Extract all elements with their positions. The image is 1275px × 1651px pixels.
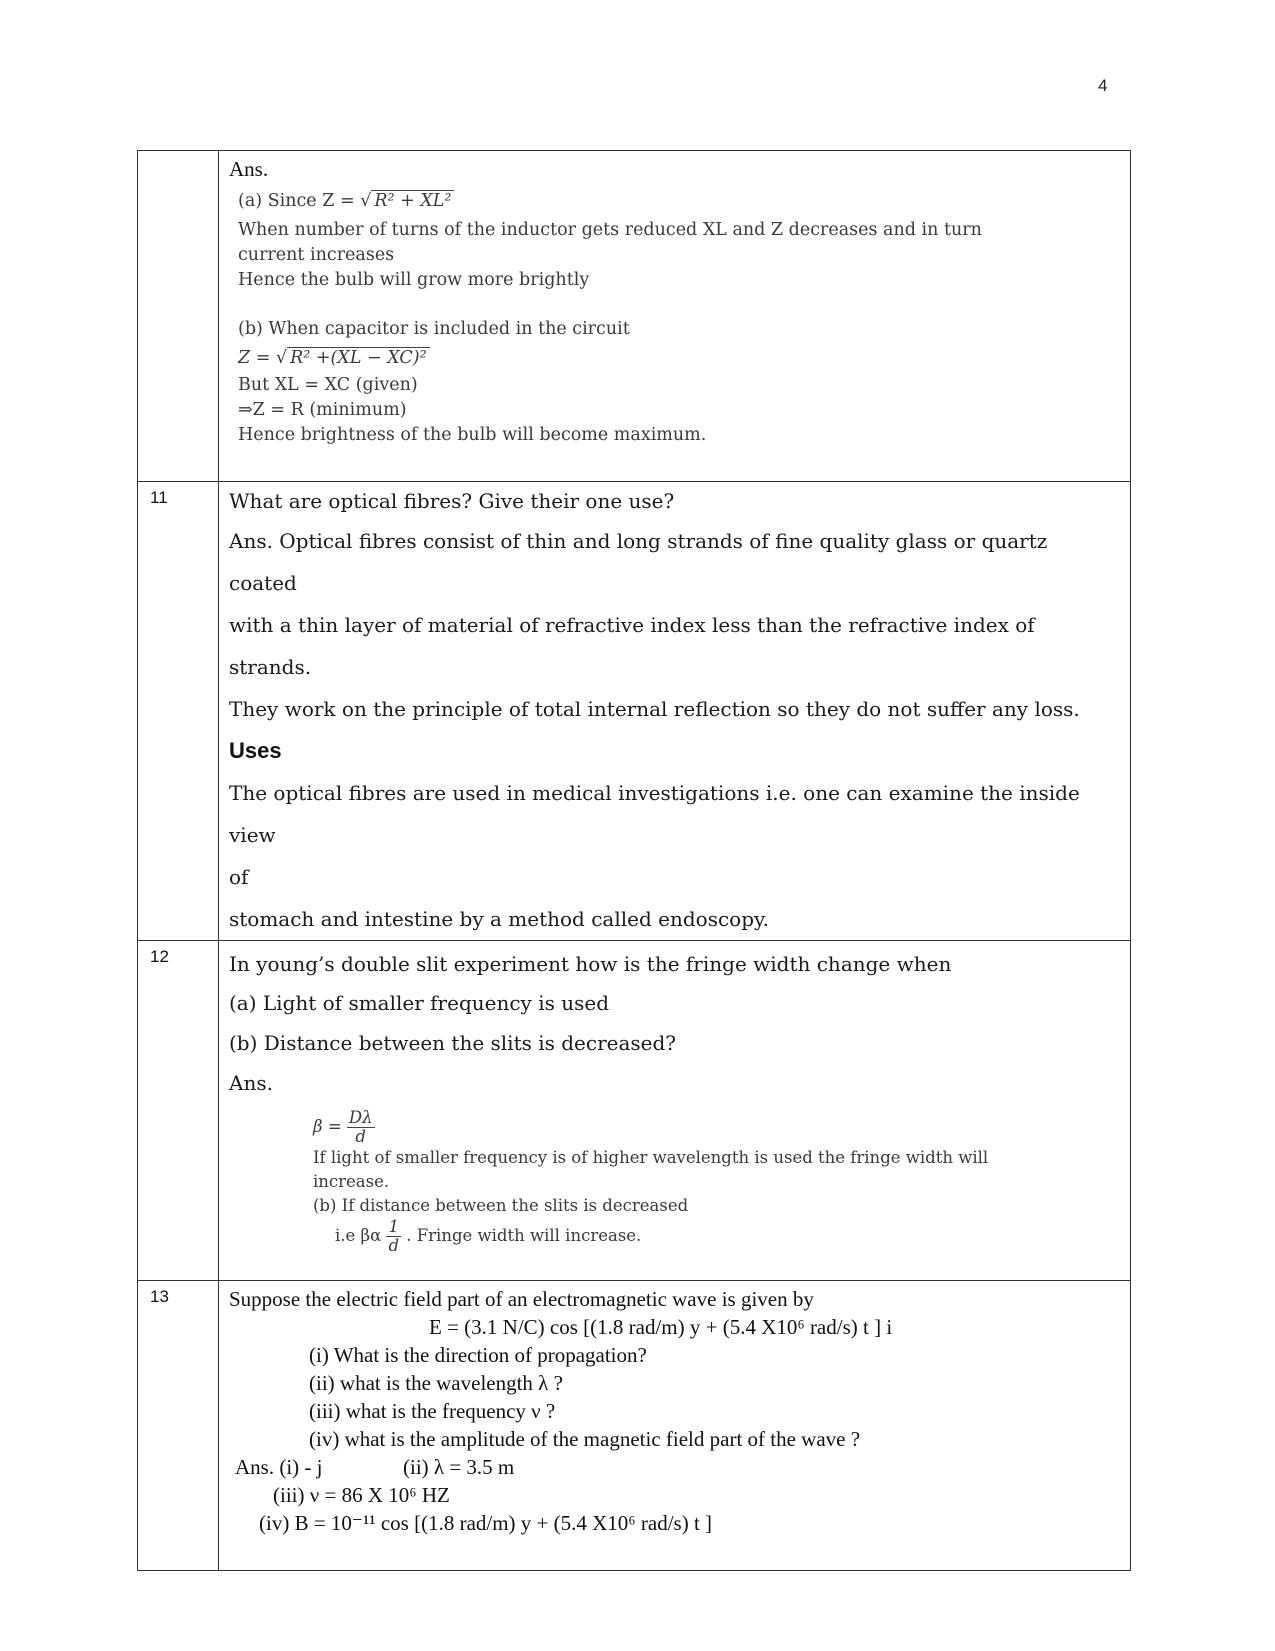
question-answer-table <box>137 150 1131 1571</box>
text-line: (b) Distance between the slits is decreased? <box>229 1031 677 1055</box>
question-number-cell <box>138 151 219 482</box>
text-line: But XL = XC (given) <box>238 375 418 395</box>
question-number-cell: 13 <box>138 1281 219 1571</box>
question-number-cell: 12 <box>138 941 219 1281</box>
formula-proportionality: i.e βα $\frac{1}{d}$ . Fringe width will increase. <box>335 1217 642 1256</box>
text-line: Ans. Optical fibres consist of thin and long strands of fine quality glass or quartz coated <box>229 529 1048 595</box>
formula-fringe-width: β = $\frac{D\lambda}{d}$ <box>313 1108 373 1147</box>
text-line: current increases <box>238 245 395 265</box>
answer-line: Ans. (i) - j (ii) λ = 3.5 m <box>235 1455 515 1479</box>
question-number-cell: 11 <box>138 482 219 941</box>
text-line: Hence brightness of the bulb will become maximum. <box>238 425 707 445</box>
answer-line: (iv) B = 10⁻¹¹ cos [(1.8 rad/m) y + (5.4 X10⁶ rad/s) t ] <box>259 1511 713 1535</box>
question-text: Suppose the electric field part of an electromagnetic wave is given by <box>229 1287 814 1311</box>
text-line: with a thin layer of material of refractive index less than the refractive index of strands. <box>229 613 1035 679</box>
table-row <box>138 482 1131 941</box>
uses-heading: Uses <box>229 738 282 763</box>
text-line: (b) When capacitor is included in the circuit <box>238 319 630 339</box>
table-row <box>138 1281 1131 1571</box>
text-line: The optical fibres are used in medical investigations i.e. one can examine the inside view <box>229 781 1080 847</box>
text-line: stomach and intestine by a method called endoscopy. <box>229 907 769 931</box>
question-text: In young’s double slit experiment how is the fringe width change when <box>229 952 952 976</box>
text-line: Hence the bulb will grow more brightly <box>238 270 590 290</box>
table-row <box>138 941 1131 1281</box>
text-line: increase. <box>313 1172 390 1192</box>
text-line: (a) Light of smaller frequency is used <box>229 991 609 1015</box>
answer-cell-q10 <box>219 151 1131 482</box>
text-line: (iii) what is the frequency ν ? <box>309 1399 556 1423</box>
answer-line: (iii) ν = 86 X 10⁶ HZ <box>273 1483 450 1507</box>
text-line: When number of turns of the inductor gets reduced XL and Z decreases and in turn <box>238 220 982 240</box>
text-line: ⇒Z = R (minimum) <box>238 400 407 420</box>
answer-cell-q11 <box>219 482 1131 941</box>
answer-cell-q13 <box>219 1281 1131 1571</box>
text-line: (b) If distance between the slits is decreased <box>313 1196 689 1216</box>
text-line: (iv) what is the amplitude of the magnetic field part of the wave ? <box>309 1427 861 1451</box>
table-row <box>138 151 1131 482</box>
text-line: (ii) what is the wavelength λ ? <box>309 1371 563 1395</box>
formula-impedance-inductor: (a) Since Z = √ R² + XL² <box>238 189 1120 214</box>
formula-impedance-lcr: Z = √ R² +(XL − XC)² <box>238 346 1120 371</box>
text-line: (i) What is the direction of propagation? <box>309 1343 647 1367</box>
text-line: of <box>229 865 249 889</box>
text-line: They work on the principle of total internal reflection so they do not suffer any loss. <box>229 697 1080 721</box>
text-line: If light of smaller frequency is of higher wavelength is used the fringe width will <box>313 1148 989 1168</box>
ans-label: Ans. <box>229 157 269 181</box>
ans-label: Ans. <box>229 1071 273 1095</box>
answer-cell-q12 <box>219 941 1131 1281</box>
page-number: 4 <box>1098 76 1108 95</box>
question-text: What are optical fibres? Give their one use? <box>229 489 675 513</box>
equation-electric-field: E = (3.1 N/C) cos [(1.8 rad/m) y + (5.4 X10⁶ rad/s) t ] i <box>429 1315 893 1339</box>
